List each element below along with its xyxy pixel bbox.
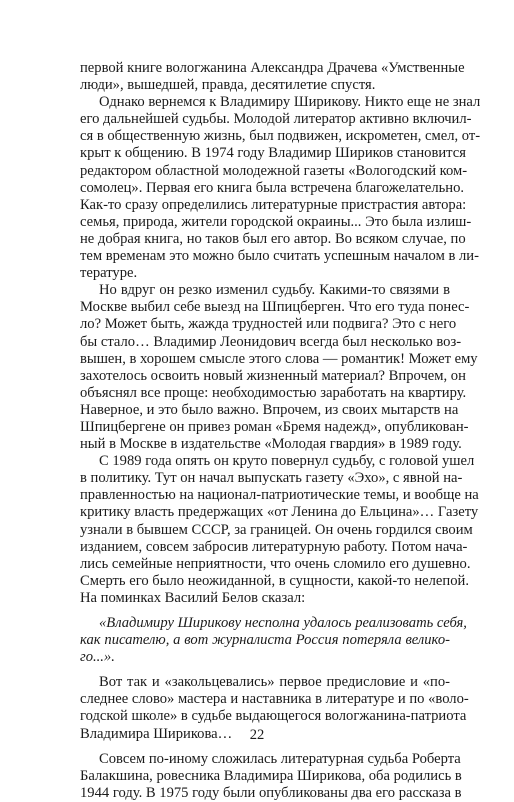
text-line: ный в Москве в издательстве «Молодая гвардия» в 1989 году.	[80, 436, 462, 453]
text-line: Вот так и «закольцевались» первое предисловие и «по-	[99, 674, 450, 691]
text-line: Совсем по-иному сложилась литературная судьба Роберта	[99, 750, 461, 767]
text-line: ло? Может быть, жажда трудностей или подвига? Это с него	[80, 316, 457, 333]
text-line: крыт к общению. В 1974 году Владимир Шириков становится	[80, 145, 466, 162]
text-line: С 1989 года опять он круто повернул судьбу, с головой ушел	[99, 453, 475, 470]
page-number: 22	[249, 727, 265, 743]
text-line: Но вдруг он резко изменил судьбу. Какими-то связями в	[99, 282, 450, 299]
text-line: Балакшина, ровесника Владимира Ширикова, оба родились в	[80, 767, 462, 784]
text-line: Шпицбергене он привез роман «Бремя надежд», опубликован-	[80, 418, 469, 435]
text-line: первой книге вологжанина Александра Драчева «Умственные	[80, 60, 465, 76]
text-line: Как-то сразу определились литературные пристрастия автора:	[80, 196, 467, 213]
text-line: захотелось освоить новый жизненный материал? Впрочем, он	[80, 367, 466, 384]
text-line: его дальнейшей судьбы. Молодой литератор активно включил-	[80, 111, 472, 128]
text-line: тературе.	[80, 265, 138, 282]
quote-line: го...».	[80, 649, 115, 666]
text-line: редактором областной молодежной газеты «Вологодский ком-	[80, 162, 468, 179]
text-line: Владимира Ширикова…	[80, 725, 233, 742]
block-quote	[80, 615, 467, 666]
text-line: 1944 году. В 1975 году были опубликованы два его рассказа в	[80, 784, 462, 801]
quote-line: как писателю, а вот журналиста Россия потеряла велико-	[80, 632, 450, 649]
paragraph	[80, 94, 481, 282]
text-line: На поминках Василий Белов сказал:	[80, 589, 306, 606]
text-line: люди», вышедшей, правда, десятилетие спустя.	[80, 77, 376, 94]
quote-line: «Владимиру Ширикову несполна удалось реализовать себя,	[99, 615, 467, 631]
text-line: лись семейные неприятности, что очень сломило его душевно.	[80, 555, 471, 572]
text-line: годской школе» в судьбе выдающегося вологжанина-патриота	[80, 708, 467, 725]
paragraph	[80, 750, 462, 802]
text-line: изданием, совсем забросив литературную работу. Потом нача-	[80, 538, 468, 555]
paragraph	[80, 60, 465, 94]
text-line: правленностью на национал-патриотические темы, и вообще на	[80, 487, 479, 504]
text-line: не добрая книга, но таков был его автор. Во всяком случае, по	[80, 230, 466, 247]
paragraph	[80, 453, 479, 607]
text-line: бы стало… Владимир Леонидович всегда был несколько воз-	[80, 333, 462, 350]
text-line: семья, природа, жители городской окраины... Это была излиш-	[80, 213, 472, 230]
text-line: следнее слово» мастера и наставника в литературе и по «воло-	[80, 691, 469, 708]
text-line: сомолец». Первая его книга была встречена благожелательно.	[80, 179, 465, 196]
paragraph	[80, 282, 478, 453]
page-body	[80, 60, 481, 802]
text-line: критику власть предержащих «от Ленина до Ельцина»… Газету	[80, 504, 479, 521]
text-line: Москве выбил себе выезд на Шпицберген. Что его туда понес-	[80, 299, 470, 316]
text-line: в политику. Тут он начал выпускать газету «Эхо», с явной на-	[80, 470, 463, 487]
text-line: объяснял все проще: необходимостью заработать на квартиру.	[80, 384, 467, 401]
text-line: тем временам это можно было считать успешным началом в ли-	[80, 248, 479, 265]
text-line: Однако вернемся к Владимиру Ширикову. Никто еще не знал	[99, 94, 481, 111]
text-line: Смерть его было неожиданной, в сущности, какой-то нелепой.	[80, 572, 469, 589]
text-line: вышен, в хорошем смысле этого слова — романтик! Может ему	[80, 350, 478, 367]
text-line: узнали в бывшем СССР, за границей. Он очень гордился своим	[80, 521, 473, 538]
text-line: ся в общественную жизнь, был подвижен, искрометен, смел, от-	[80, 128, 481, 145]
text-line: Наверное, и это было важно. Впрочем, из своих мытарств на	[80, 401, 459, 418]
